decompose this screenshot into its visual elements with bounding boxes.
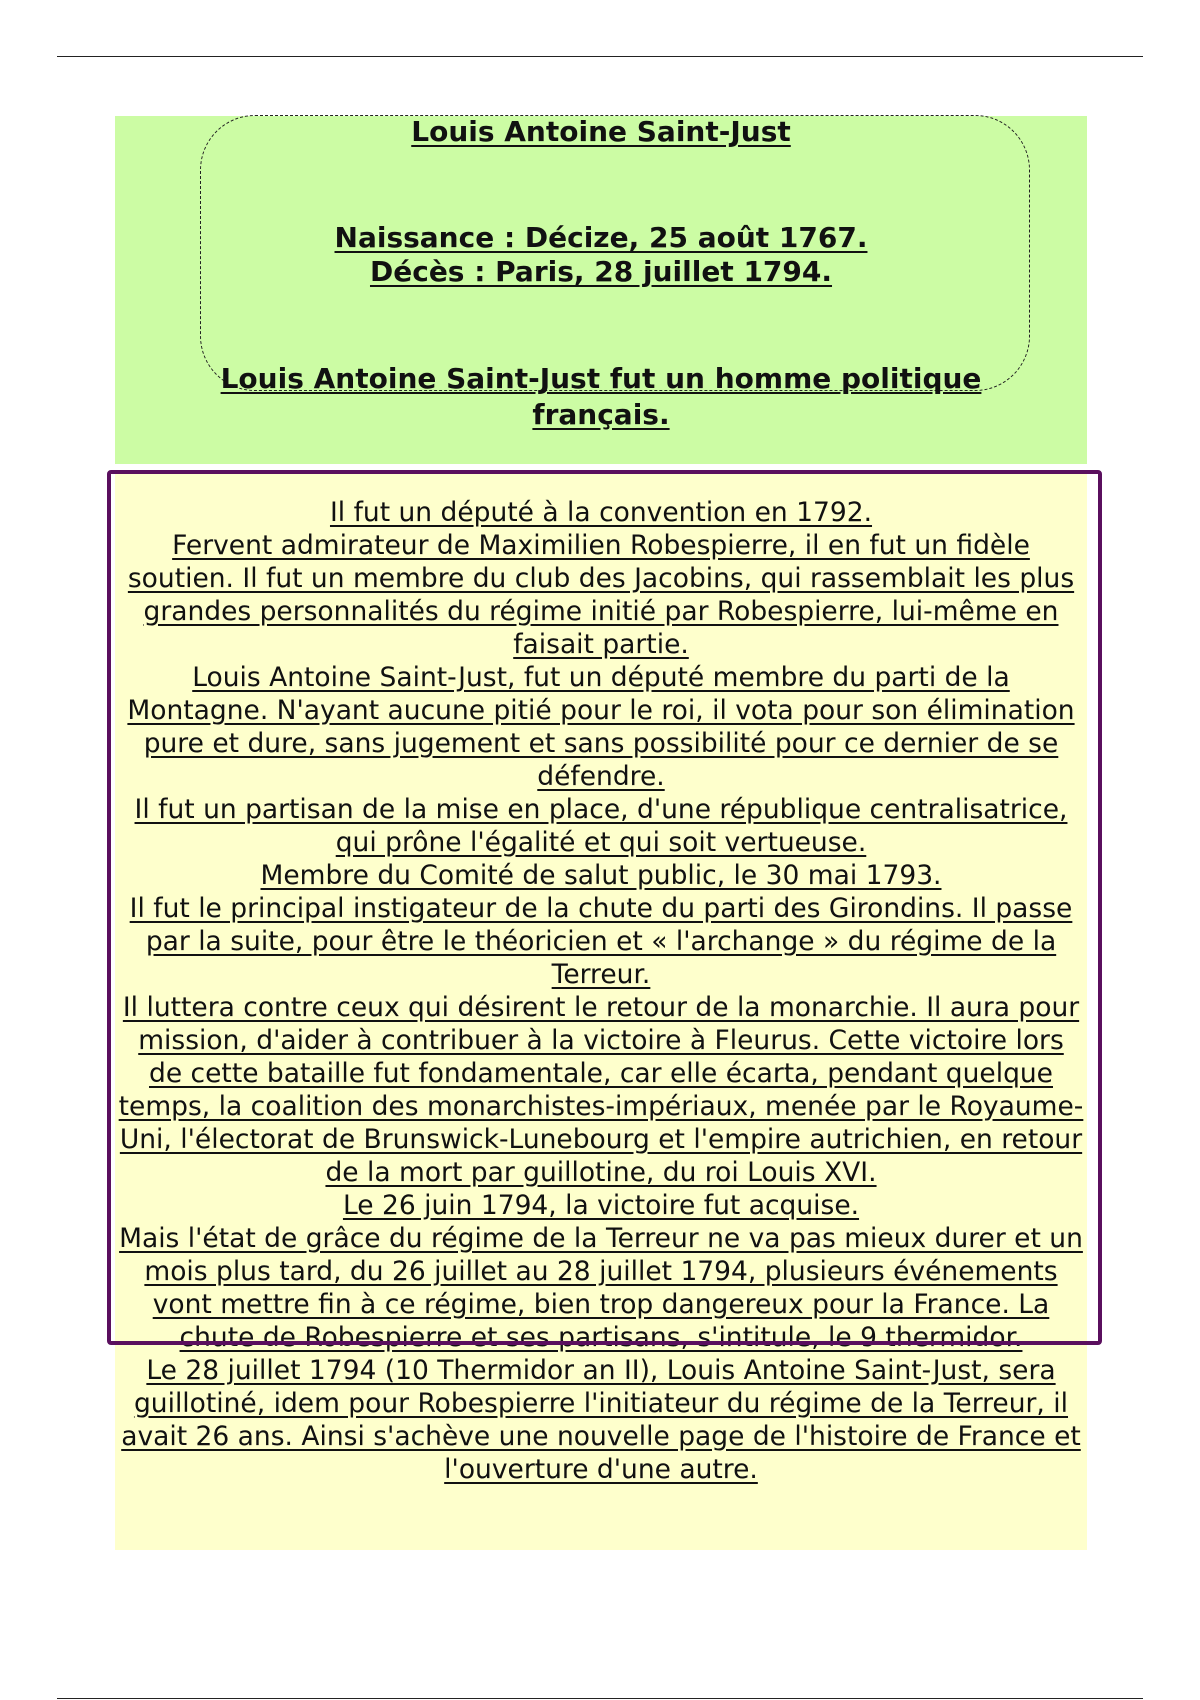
paragraph: Mais l'état de grâce du régime de la Terreur ne va pas mieux durer et un mois plus tard, du 26 juillet au 28 juillet 1794, plusieurs événements vont mettre fin à ce régime, bien trop dangereux pour la France. La chute de Robespierre et ses partisans, s'intitule, le 9 thermidor. — [119, 1223, 1083, 1353]
paragraph: Le 28 juillet 1794 (10 Thermidor an II), Louis Antoine Saint-Just, sera guillotiné, idem pour Robespierre l'initiateur du régime de la Terreur, il avait 26 ans. Ainsi s'achève une nouvelle page de l'histoire de France et l'ouverture d'une autre. — [121, 1355, 1081, 1485]
summary-line: Louis Antoine Saint-Just fut un homme politique français. — [220, 362, 982, 431]
paragraph: Il fut un député à la convention en 1792. — [329, 497, 873, 528]
paragraph: Fervent admirateur de Maximilien Robespierre, il en fut un fidèle soutien. Il fut un membre du club des Jacobins, qui rassemblait les plus grandes personnalités du régime initié par Robespierre, lui-même en faisait partie. — [127, 530, 1075, 660]
top-rule — [57, 56, 1143, 57]
paragraph: Il fut un partisan de la mise en place, d'une république centralisatrice, qui prône l'égalité et qui soit vertueuse. — [134, 794, 1068, 858]
paragraph: Louis Antoine Saint-Just, fut un député membre du parti de la Montagne. N'ayant aucune pitié pour le roi, il vota pour son élimination pure et dure, sans jugement et sans possibilité pour ce dernier de se défendre. — [127, 662, 1075, 792]
biography-text — [118, 496, 1084, 1486]
paragraph: Il luttera contre ceux qui désirent le retour de la monarchie. Il aura pour mission, d'aider à contribuer à la victoire à Fleurus. Cette victoire lors de cette bataille fut fondamentale, car elle écarta, pendant quelque temps, la coalition des monarchistes-impériaux, menée par le Royaume-Uni, l'électorat de Brunswick-Lunebourg et l'empire autrichien, en retour de la mort par guillotine, du roi Louis XVI. — [118, 992, 1084, 1188]
paragraph: Il fut le principal instigateur de la chute du parti des Girondins. Il passe par la suite, pour être le théoricien et « l'archange » du régime de la Terreur. — [129, 893, 1073, 990]
page-title: Louis Antoine Saint-Just — [411, 115, 791, 148]
paragraph: Membre du Comité de salut public, le 30 mai 1793. — [260, 860, 942, 891]
birth-line: Naissance : Décize, 25 août 1767. — [334, 221, 868, 254]
bottom-rule — [57, 1698, 1143, 1699]
death-line: Décès : Paris, 28 juillet 1794. — [369, 255, 833, 288]
paragraph: Le 26 juin 1794, la victoire fut acquise. — [342, 1190, 860, 1221]
